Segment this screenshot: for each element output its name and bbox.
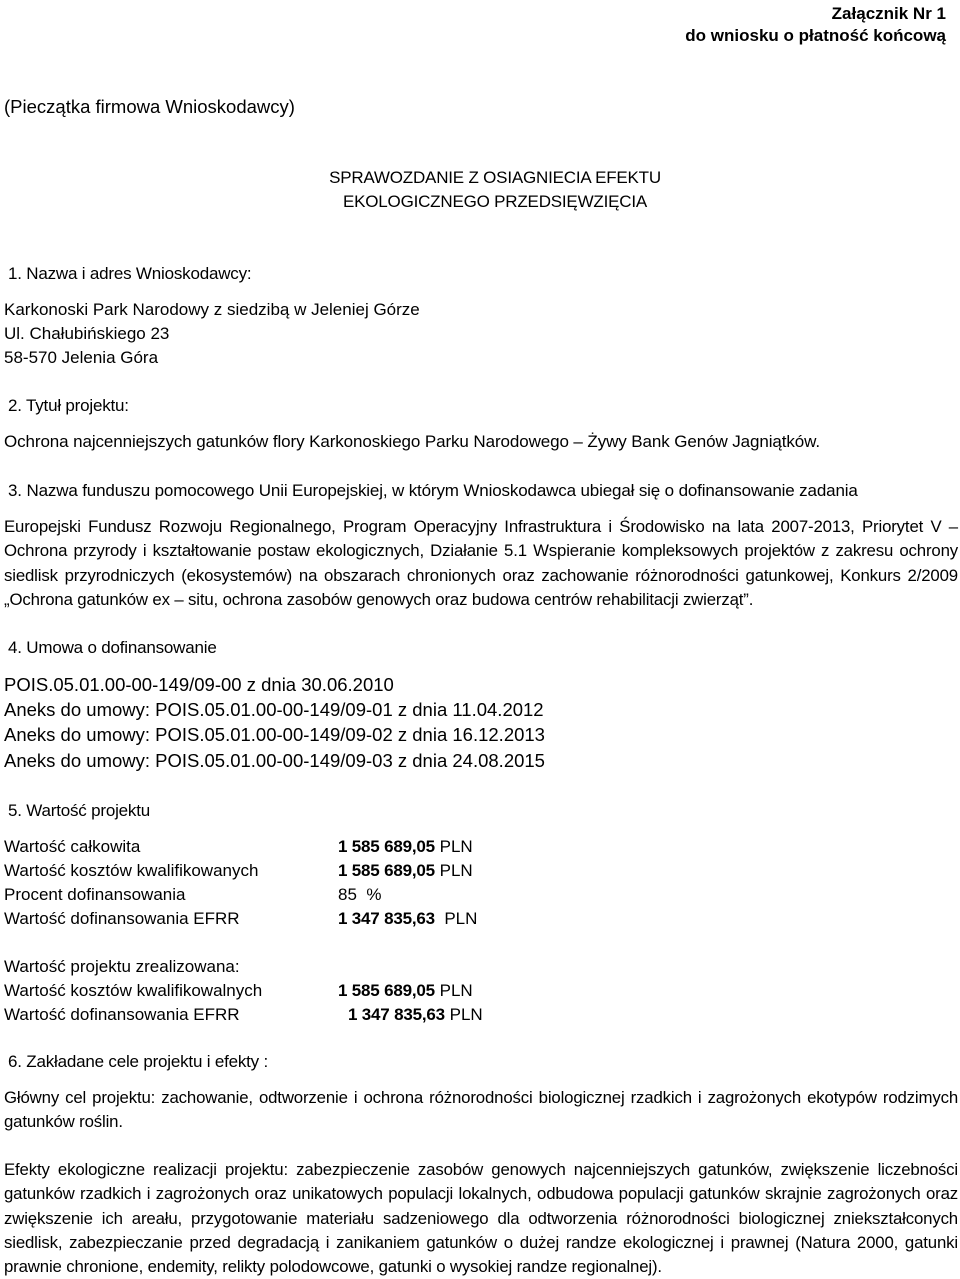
annex-line-2: Aneks do umowy: POIS.05.01.00-00-149/09-02 z dnia 16.12.2013 xyxy=(4,724,545,745)
realized-heading: Wartość projektu zrealizowana: xyxy=(4,957,240,976)
section1-heading: 1. Nazwa i adres Wnioskodawcy: xyxy=(8,264,252,283)
report-title-line2: EKOLOGICZNEGO PRZEDSIĘWZIĘCIA xyxy=(342,192,648,211)
value-row-label: Wartość dofinansowania EFRR xyxy=(4,909,240,928)
value-row-amount: 1 585 689,05 PLN xyxy=(338,861,473,880)
project-title: Ochrona najcenniejszych gatunków flory Karkonoskiego Parku Narodowego – Żywy Bank Genów Jagniątków. xyxy=(4,432,820,451)
attachment-subtitle: do wniosku o płatność końcową xyxy=(685,26,946,45)
applicant-name: Karkonoski Park Narodowy z siedzibą w Jeleniej Górze xyxy=(4,300,420,319)
annex-line-1: Aneks do umowy: POIS.05.01.00-00-149/09-01 z dnia 11.04.2012 xyxy=(4,699,544,720)
applicant-street: Ul. Chałubińskiego 23 xyxy=(4,324,170,343)
report-title-line1: SPRAWOZDANIE Z OSIAGNIECIA EFEKTU xyxy=(329,168,661,187)
annex-line-3: Aneks do umowy: POIS.05.01.00-00-149/09-03 z dnia 24.08.2015 xyxy=(4,750,545,771)
value-row-label: Wartość kosztów kwalifikowanych xyxy=(4,861,259,880)
realized-row-amount: 1 347 835,63 PLN xyxy=(348,1005,483,1024)
agreement-line: POIS.05.01.00-00-149/09-00 z dnia 30.06.2010 xyxy=(4,674,394,695)
value-row-amount: 85 % xyxy=(338,885,382,904)
realized-row-amount: 1 585 689,05 PLN xyxy=(338,981,473,1000)
section4-heading: 4. Umowa o dofinansowanie xyxy=(8,638,217,657)
section3-heading: 3. Nazwa funduszu pomocowego Unii Europejskiej, w którym Wnioskodawca ubiegał się o dofinansowanie zadania xyxy=(8,481,858,500)
attachment-number: Załącznik Nr 1 xyxy=(831,4,946,23)
fund-description: Europejski Fundusz Rozwoju Regionalnego, Program Operacyjny Infrastruktura i Środowisko na lata 2007-2013, Priorytet V – Ochrona przyrody i kształtowanie postaw ekologicznych, Działanie 5.1 Wspieranie kompleksowych projektów z zakresu ochrony siedlisk przyrodniczych (ekosystemów) na obszarach chronionych oraz zachowanie różnorodności gatunkowej, Konkurs 2/2009 „Ochrona gatunków ex – situ, ochrona zasobów genowych oraz budowa centrów rehabilitacji zwierząt”. xyxy=(4,517,958,609)
value-row-amount: 1 347 835,63 PLN xyxy=(338,909,478,928)
value-row-amount: 1 585 689,05 PLN xyxy=(338,837,473,856)
value-row-label: Procent dofinansowania xyxy=(4,885,186,904)
company-stamp: (Pieczątka firmowa Wnioskodawcy) xyxy=(4,96,295,117)
realized-row-label: Wartość dofinansowania EFRR xyxy=(4,1005,240,1024)
realized-row-label: Wartość kosztów kwalifikowalnych xyxy=(4,981,263,1000)
value-row-label: Wartość całkowita xyxy=(4,837,141,856)
section2-heading: 2. Tytuł projektu: xyxy=(8,396,129,415)
section6-heading: 6. Zakładane cele projektu i efekty : xyxy=(8,1052,269,1071)
section5-heading: 5. Wartość projektu xyxy=(8,801,151,820)
applicant-city: 58-570 Jelenia Góra xyxy=(4,348,159,367)
project-goal: Główny cel projektu: zachowanie, odtworzenie i ochrona różnorodności biologicznej rzadkich i zagrożonych ekotypów rodzimych gatunków roślin. xyxy=(4,1088,958,1132)
ecological-effects: Efekty ekologiczne realizacji projektu: zabezpieczenie zasobów genowych najcenniejszych gatunków, zwiększenie liczebności gatunków rzadkich i zagrożonych oraz unikatowych populacji lokalnych, odbudowa populacji gatunków skrajnie zagrożonych oraz zwiększenie ich areału, przygotowanie materiału sadzeniowego dla odtworzenia różnorodności biologicznej zniekształconych siedlisk, zabezpieczanie przed degradacją i zanikaniem gatunków o dużej randze ekologicznej i prawnej (Natura 2000, gatunki prawnie chronione, endemity, relikty polodowcowe, gatunki o wysokiej randze regionalnej). xyxy=(4,1160,958,1277)
